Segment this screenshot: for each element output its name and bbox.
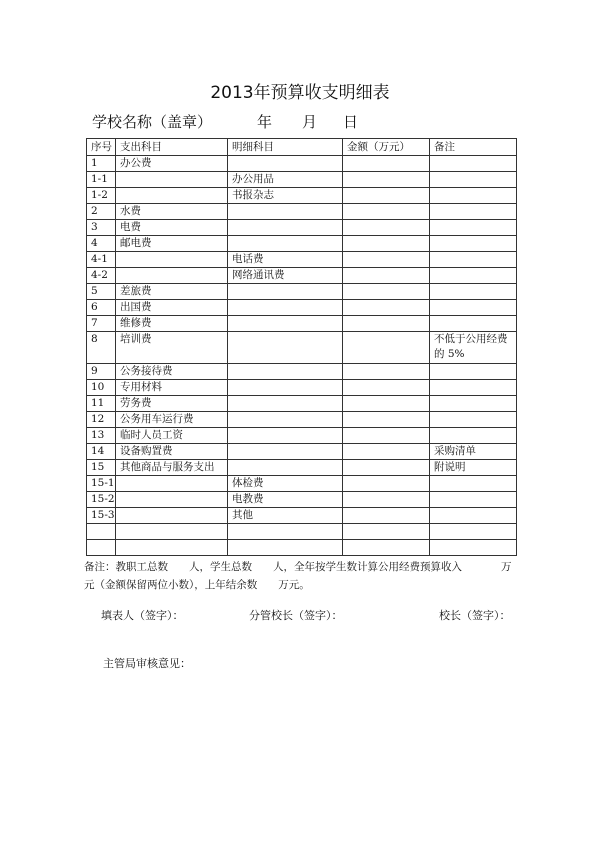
- cell-category: [116, 476, 228, 492]
- day-label: 日: [343, 113, 359, 131]
- cell-category: 设备购置费: [116, 444, 228, 460]
- cell-remark: [430, 284, 517, 300]
- filler-signature: 填表人（签字）：: [101, 609, 184, 622]
- cell-detail: 书报杂志: [228, 188, 343, 204]
- table-row: [87, 524, 517, 540]
- cell-detail: [228, 364, 343, 380]
- cell-remark: [430, 396, 517, 412]
- table-row: [87, 220, 517, 236]
- table-row: [87, 444, 517, 460]
- table-row: [87, 396, 517, 412]
- table-row: [87, 300, 517, 316]
- cell-no: 12: [87, 412, 116, 428]
- table-row: [87, 156, 517, 172]
- cell-amount: [343, 492, 430, 508]
- cell-category: 水费: [116, 204, 228, 220]
- cell-amount: [343, 444, 430, 460]
- table-row: [87, 252, 517, 268]
- cell-amount: [343, 316, 430, 332]
- cell-no: 11: [87, 396, 116, 412]
- cell-no: 4-2: [87, 268, 116, 284]
- cell-remark: [430, 236, 517, 252]
- cell-remark: 附说明: [430, 460, 517, 476]
- table-row: [87, 332, 517, 364]
- cell-detail: 办公用品: [228, 172, 343, 188]
- header-detail: 明细科目: [228, 139, 343, 156]
- cell-category: [116, 252, 228, 268]
- cell-category: 临时人员工资: [116, 428, 228, 444]
- school-name-line: [92, 111, 359, 132]
- cell-category: 邮电费: [116, 236, 228, 252]
- month-label: 月: [302, 113, 318, 131]
- cell-amount: [343, 524, 430, 540]
- cell-amount: [343, 428, 430, 444]
- cell-detail: [228, 284, 343, 300]
- cell-amount: [343, 508, 430, 524]
- cell-remark: 不低于公用经费的 5%: [430, 332, 517, 364]
- cell-detail: [228, 428, 343, 444]
- cell-category: 电费: [116, 220, 228, 236]
- cell-detail: 网络通讯费: [228, 268, 343, 284]
- cell-remark: [430, 540, 517, 556]
- cell-remark: [430, 412, 517, 428]
- cell-detail: [228, 236, 343, 252]
- cell-category: 其他商品与服务支出: [116, 460, 228, 476]
- header-no: 序号: [87, 139, 116, 156]
- table-row: [87, 316, 517, 332]
- cell-amount: [343, 300, 430, 316]
- header-category: 支出科目: [116, 139, 228, 156]
- cell-category: [116, 524, 228, 540]
- table-header-row: [87, 139, 517, 156]
- cell-detail: 其他: [228, 508, 343, 524]
- cell-amount: [343, 220, 430, 236]
- cell-detail: [228, 444, 343, 460]
- cell-detail: 电话费: [228, 252, 343, 268]
- cell-no: [87, 524, 116, 540]
- note-line-1-end: 万: [501, 561, 512, 573]
- cell-remark: [430, 172, 517, 188]
- cell-category: 培训费: [116, 332, 228, 364]
- cell-category: [116, 268, 228, 284]
- cell-amount: [343, 460, 430, 476]
- cell-remark: [430, 492, 517, 508]
- cell-category: 劳务费: [116, 396, 228, 412]
- cell-no: 9: [87, 364, 116, 380]
- cell-category: 公务接待费: [116, 364, 228, 380]
- cell-remark: 采购清单: [430, 444, 517, 460]
- cell-amount: [343, 284, 430, 300]
- cell-amount: [343, 204, 430, 220]
- table-row: [87, 460, 517, 476]
- header-amount: 金额（万元）: [343, 139, 430, 156]
- table-row: [87, 188, 517, 204]
- cell-category: [116, 492, 228, 508]
- cell-category: 差旅费: [116, 284, 228, 300]
- cell-detail: [228, 380, 343, 396]
- cell-no: 4-1: [87, 252, 116, 268]
- cell-no: 15-1: [87, 476, 116, 492]
- cell-detail: [228, 204, 343, 220]
- cell-detail: [228, 396, 343, 412]
- cell-amount: [343, 252, 430, 268]
- cell-detail: 电教费: [228, 492, 343, 508]
- table-row: [87, 428, 517, 444]
- cell-no: 13: [87, 428, 116, 444]
- cell-no: 3: [87, 220, 116, 236]
- table-row: [87, 284, 517, 300]
- cell-detail: [228, 332, 343, 364]
- table-row: [87, 540, 517, 556]
- cell-remark: [430, 188, 517, 204]
- cell-detail: [228, 524, 343, 540]
- table-row: [87, 236, 517, 252]
- cell-no: 2: [87, 204, 116, 220]
- cell-detail: [228, 156, 343, 172]
- cell-category: 专用材料: [116, 380, 228, 396]
- cell-no: 1-1: [87, 172, 116, 188]
- cell-category: 维修费: [116, 316, 228, 332]
- cell-remark: [430, 476, 517, 492]
- cell-no: 1: [87, 156, 116, 172]
- cell-no: 1-2: [87, 188, 116, 204]
- principal-signature: 校长（签字）：: [439, 609, 511, 622]
- cell-remark: [430, 380, 517, 396]
- cell-amount: [343, 236, 430, 252]
- cell-remark: [430, 220, 517, 236]
- note-line-2: 元（金额保留两位小数），上年结余数 万元。: [84, 579, 310, 591]
- vice-principal-signature: 分管校长（签字）：: [249, 609, 343, 622]
- date-fields: [257, 111, 358, 132]
- cell-amount: [343, 188, 430, 204]
- header-remark: 备注: [430, 139, 517, 156]
- cell-category: [116, 540, 228, 556]
- cell-remark: [430, 364, 517, 380]
- cell-amount: [343, 156, 430, 172]
- cell-detail: [228, 300, 343, 316]
- cell-category: 公务用车运行费: [116, 412, 228, 428]
- budget-table: [86, 138, 517, 556]
- cell-no: 15-2: [87, 492, 116, 508]
- table-row: [87, 380, 517, 396]
- school-name-label: 学校名称（盖章）: [92, 113, 213, 131]
- cell-no: 15-3: [87, 508, 116, 524]
- note-line-1: 备注：教职工总数 人，学生总数 人，全年按学生数计算公用经费预算收入: [84, 561, 462, 573]
- cell-no: 10: [87, 380, 116, 396]
- cell-no: 8: [87, 332, 116, 364]
- table-row: [87, 172, 517, 188]
- cell-amount: [343, 396, 430, 412]
- cell-category: [116, 172, 228, 188]
- table-row: [87, 364, 517, 380]
- table-row: [87, 476, 517, 492]
- cell-amount: [343, 476, 430, 492]
- cell-amount: [343, 172, 430, 188]
- cell-category: [116, 188, 228, 204]
- cell-amount: [343, 332, 430, 364]
- table-row: [87, 268, 517, 284]
- cell-detail: 体检费: [228, 476, 343, 492]
- cell-remark: [430, 252, 517, 268]
- cell-detail: [228, 316, 343, 332]
- cell-detail: [228, 412, 343, 428]
- table-row: [87, 492, 517, 508]
- cell-remark: [430, 316, 517, 332]
- page-title: 2013年预算收支明细表: [210, 83, 390, 103]
- cell-no: 7: [87, 316, 116, 332]
- cell-no: 15: [87, 460, 116, 476]
- year-label: 年: [257, 113, 273, 131]
- review-opinion-label: 主管局审核意见：: [103, 657, 191, 670]
- cell-remark: [430, 300, 517, 316]
- table-row: [87, 204, 517, 220]
- cell-no: [87, 540, 116, 556]
- cell-amount: [343, 540, 430, 556]
- cell-category: [116, 508, 228, 524]
- cell-amount: [343, 364, 430, 380]
- cell-amount: [343, 380, 430, 396]
- cell-no: 6: [87, 300, 116, 316]
- cell-remark: [430, 508, 517, 524]
- cell-category: 办公费: [116, 156, 228, 172]
- table-row: [87, 412, 517, 428]
- cell-remark: [430, 156, 517, 172]
- cell-category: 出国费: [116, 300, 228, 316]
- cell-remark: [430, 268, 517, 284]
- cell-detail: [228, 220, 343, 236]
- table-row: [87, 508, 517, 524]
- cell-remark: [430, 204, 517, 220]
- cell-no: 14: [87, 444, 116, 460]
- cell-no: 4: [87, 236, 116, 252]
- cell-amount: [343, 268, 430, 284]
- cell-amount: [343, 412, 430, 428]
- cell-no: 5: [87, 284, 116, 300]
- cell-remark: [430, 428, 517, 444]
- table-body: [87, 156, 517, 556]
- cell-remark: [430, 524, 517, 540]
- cell-detail: [228, 460, 343, 476]
- cell-detail: [228, 540, 343, 556]
